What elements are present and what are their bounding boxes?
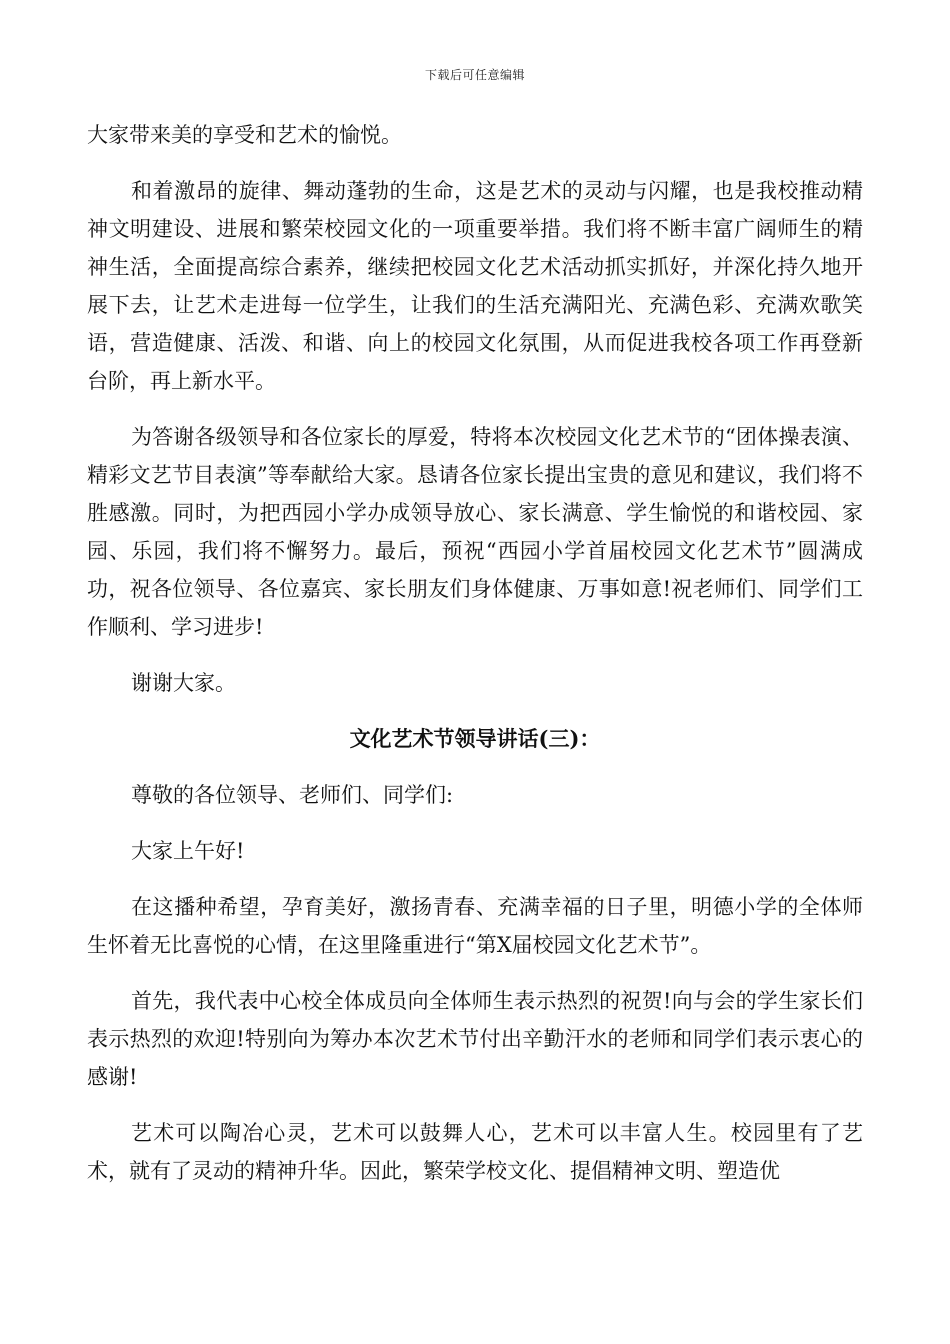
paragraph-salutation: 尊敬的各位领导、老师们、同学们: xyxy=(131,783,454,807)
paragraph-greeting: 大家上午好! xyxy=(131,839,245,863)
page-header-note: 下载后可任意编辑 xyxy=(424,68,525,82)
paragraph: 为答谢各级领导和各位家长的厚爱，特将本次校园文化艺术节的“团体操表演、精彩文艺节目表演”等奉献给大家。恳请各位家长提出宝贵的意见和建议，我们将不胜感激。同时，为把西园小学办成领导放心、家长满意、学生愉悦的和谐校园、家园、乐园，我们将不懈努力。最后，预祝“西园小学首届校园文化艺术节”圆满成功，祝各位领导、各位嘉宾、家长朋友们身体健康、万事如意!祝老师们、同学们工作顺利、学习进步! xyxy=(87,425,863,639)
paragraph: 在这播种希望，孕育美好，激扬青春、充满幸福的日子里，明德小学的全体师生怀着无比喜悦的心情，在这里隆重进行“第X届校园文化艺术节”。 xyxy=(87,895,863,957)
paragraph: 和着激昂的旋律、舞动蓬勃的生命，这是艺术的灵动与闪耀，也是我校推动精神文明建设、进展和繁荣校园文化的一项重要举措。我们将不断丰富广阔师生的精神生活，全面提高综合素养，继续把校园文化艺术活动抓实抓好，并深化持久地开展下去，让艺术走进每一位学生，让我们的生活充满阳光、充满色彩、充满欢歌笑语，营造健康、活泼、和谐、向上的校园文化氛围，从而促进我校各项工作再登新台阶，再上新水平。 xyxy=(87,179,863,393)
paragraph-closing: 谢谢大家。 xyxy=(131,671,236,695)
paragraph: 首先，我代表中心校全体成员向全体师生表示热烈的祝贺!向与会的学生家长们表示热烈的欢迎!特别向为筹办本次艺术节付出辛勤汗水的老师和同学们表示衷心的感谢! xyxy=(87,989,863,1089)
section-title: 文化艺术节领导讲话(三)： xyxy=(349,726,601,751)
paragraph-continuation: 大家带来美的享受和艺术的愉悦。 xyxy=(87,123,402,147)
paragraph: 艺术可以陶冶心灵，艺术可以鼓舞人心，艺术可以丰富人生。校园里有了艺术，就有了灵动的精神升华。因此，繁荣学校文化、提倡精神文明、塑造优 xyxy=(87,1121,863,1183)
document-body xyxy=(87,116,863,1190)
